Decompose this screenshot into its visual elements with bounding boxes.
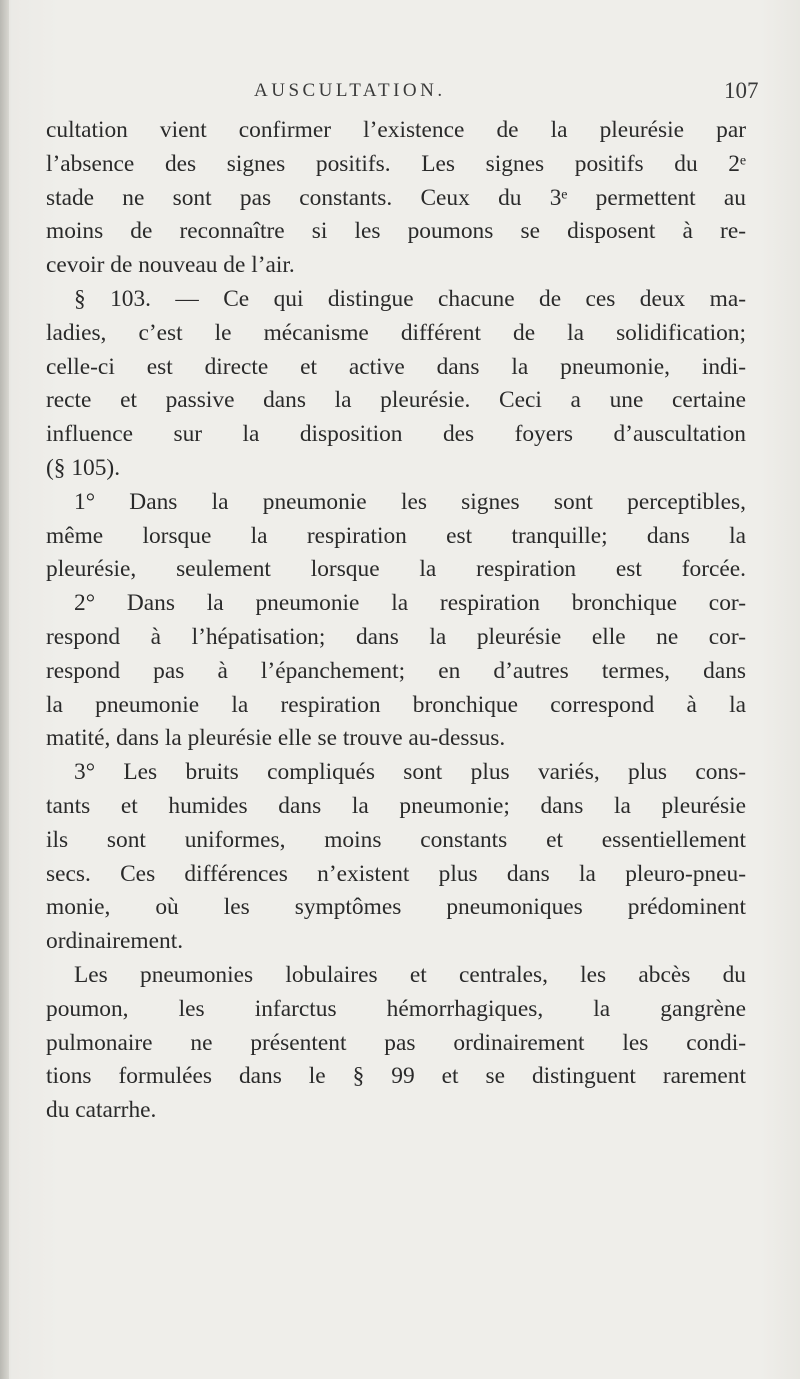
text-line: secs. Ces différences n’existent plus dans la pleuro-pneu- <box>46 860 746 887</box>
text-line: 3° Les bruits compliqués sont plus variés, plus cons- <box>74 759 746 786</box>
text-line: matité, dans la pleurésie elle se trouve au-dessus. <box>46 725 506 752</box>
text-line: stade ne sont pas constants. Ceux du 3ᵉ permettent au <box>46 184 746 211</box>
text-line: même lorsque la respiration est tranquille; dans la <box>46 522 746 549</box>
body-text <box>46 114 746 1128</box>
text-line: recte et passive dans la pleurésie. Ceci a une certaine <box>46 387 746 414</box>
text-line: § 103. — Ce qui distingue chacune de ces deux ma- <box>74 285 746 312</box>
page-header <box>0 78 800 108</box>
text-line: 2° Dans la pneumonie la respiration bronchique cor- <box>74 590 746 617</box>
text-line: pulmonaire ne présentent pas ordinairement les condi- <box>46 1029 746 1056</box>
text-line: poumon, les infarctus hémorrhagiques, la gangrène <box>46 995 746 1022</box>
text-line: pleurésie, seulement lorsque la respiration est forcée. <box>46 556 746 583</box>
page-spine-shadow <box>0 0 9 1379</box>
page-number: 107 <box>724 78 759 103</box>
text-line: cultation vient confirmer l’existence de la pleurésie par <box>46 117 746 143</box>
text-line: ladies, c’est le mécanisme différent de la solidification; <box>46 319 746 346</box>
text-line: cevoir de nouveau de l’air. <box>46 252 295 279</box>
text-line: la pneumonie la respiration bronchique correspond à la <box>46 691 746 718</box>
text-line: (§ 105). <box>46 454 121 481</box>
running-head: AUSCULTATION. <box>254 80 446 101</box>
text-line: du catarrhe. <box>46 1097 157 1124</box>
text-line: respond pas à l’épanchement; en d’autres termes, dans <box>46 657 746 684</box>
text-line: celle-ci est directe et active dans la pneumonie, indi- <box>46 353 746 380</box>
text-line: tants et humides dans la pneumonie; dans la pleurésie <box>46 792 746 819</box>
text-line: monie, où les symptômes pneumoniques prédominent <box>46 894 746 921</box>
text-line: l’absence des signes positifs. Les signes positifs du 2ᵉ <box>46 150 746 177</box>
text-line: tions formulées dans le § 99 et se distinguent rarement <box>46 1063 746 1090</box>
text-line: moins de reconnaître si les poumons se disposent à re- <box>46 218 746 245</box>
text-line: respond à l’hépatisation; dans la pleurésie elle ne cor- <box>46 623 746 650</box>
text-line: Les pneumonies lobulaires et centrales, les abcès du <box>74 961 746 988</box>
text-line: ordinairement. <box>46 928 184 955</box>
text-line: ils sont uniformes, moins constants et essentiellement <box>46 826 746 853</box>
text-line: influence sur la disposition des foyers d’auscultation <box>46 421 746 448</box>
text-line: 1° Dans la pneumonie les signes sont perceptibles, <box>74 488 746 515</box>
